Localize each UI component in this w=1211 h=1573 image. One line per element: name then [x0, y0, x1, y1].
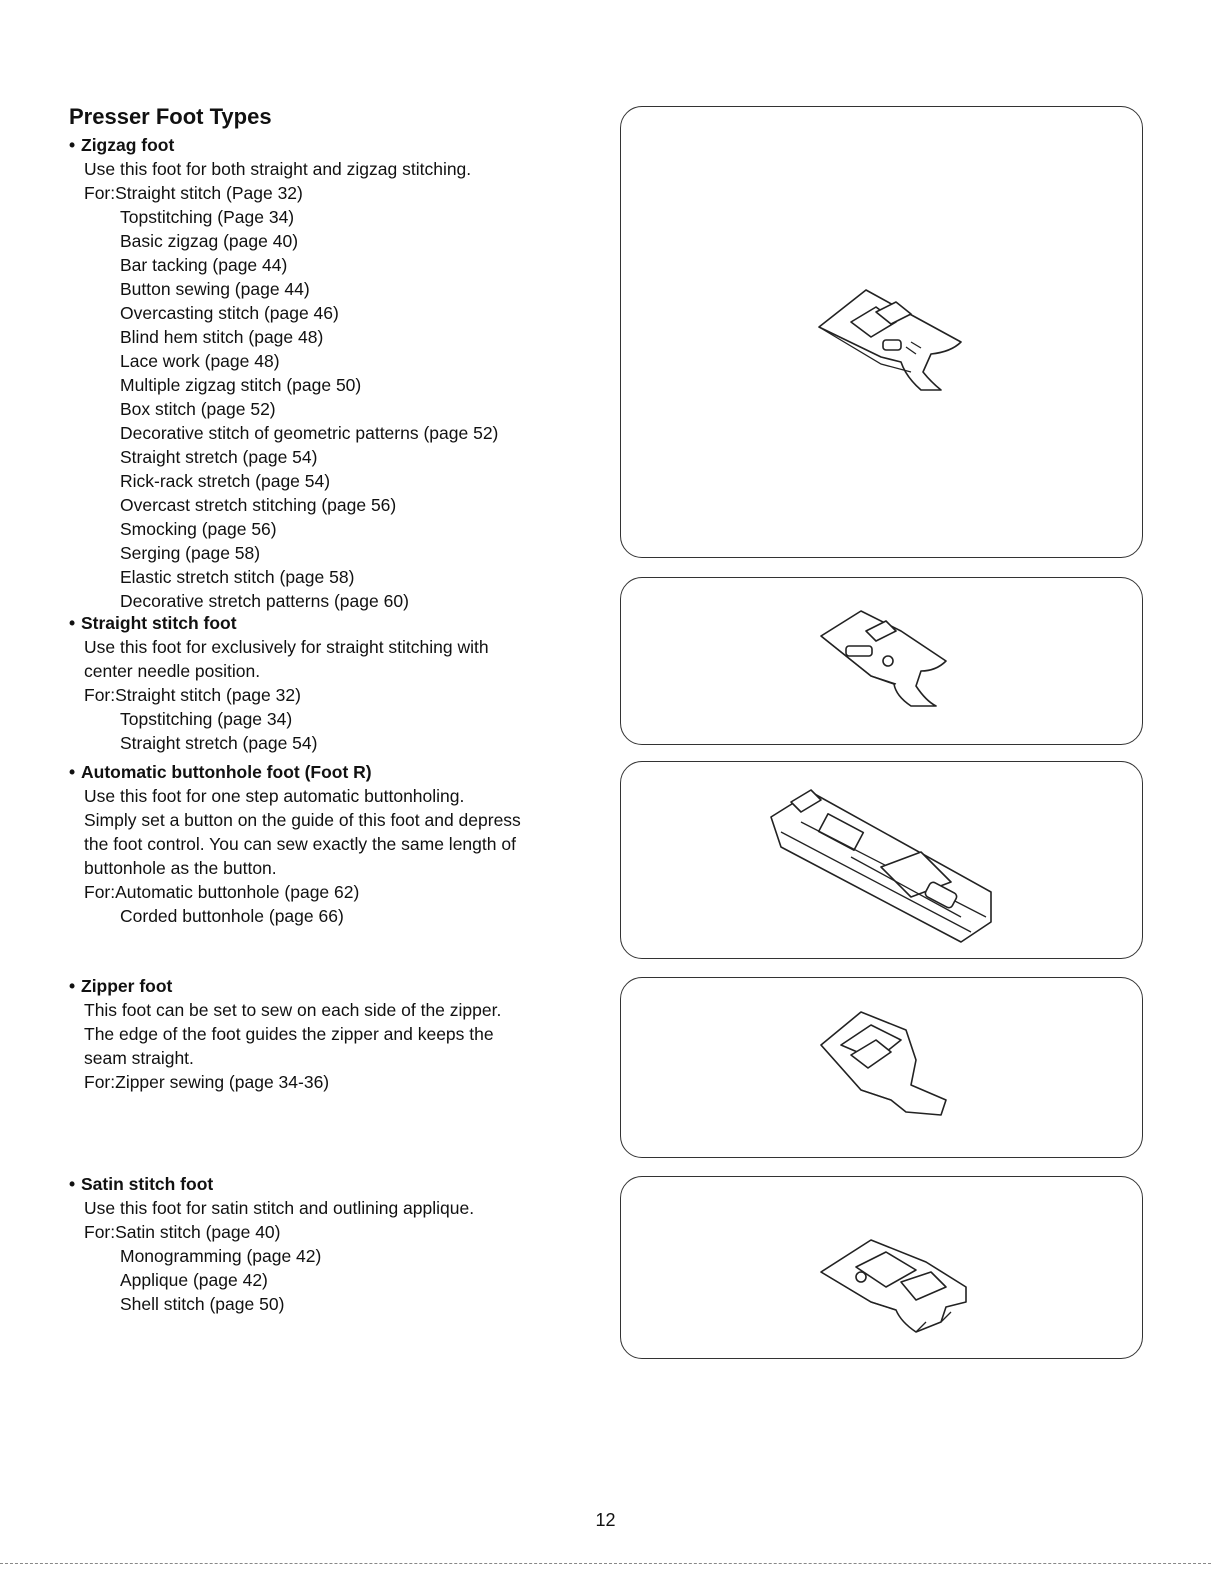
zigzag-foot-frame	[620, 106, 1143, 558]
bullet: •	[69, 1174, 76, 1194]
zigzag-foot-illustration	[811, 282, 981, 402]
section-zipper-foot	[69, 974, 599, 1094]
use-item: Elastic stretch stitch (page 58)	[120, 567, 355, 587]
use-item: Straight stretch (page 54)	[120, 447, 318, 467]
use-item: Bar tacking (page 44)	[120, 255, 288, 275]
use-item: Serging (page 58)	[120, 543, 261, 563]
use-item: Corded buttonhole (page 66)	[120, 906, 344, 926]
for-label: For:	[84, 1072, 116, 1092]
straight-stitch-foot-illustration	[816, 606, 956, 716]
section-satin-stitch-foot	[69, 1172, 599, 1316]
section-heading: Zigzag foot	[81, 135, 175, 155]
section-description: Use this foot for both straight and zigzag stitching.	[84, 159, 472, 179]
satin-stitch-foot-illustration	[816, 1232, 986, 1342]
section-description: Use this foot for satin stitch and outlining applique.	[84, 1198, 475, 1218]
page-title: Presser Foot Types	[69, 104, 272, 129]
use-item: Topstitching (Page 34)	[120, 207, 295, 227]
section-heading: Zipper foot	[81, 976, 173, 996]
section-description: buttonhole as the button.	[84, 858, 277, 878]
page-number: 12	[595, 1510, 616, 1530]
use-item: Shell stitch (page 50)	[120, 1294, 285, 1314]
section-description: seam straight.	[84, 1048, 194, 1068]
zipper-foot-frame	[620, 977, 1143, 1158]
section-zigzag-foot	[69, 133, 599, 613]
section-description: center needle position.	[84, 661, 261, 681]
use-item: Straight stitch (Page 32)	[115, 183, 303, 203]
use-item: Overcasting stitch (page 46)	[120, 303, 339, 323]
use-item: Button sewing (page 44)	[120, 279, 310, 299]
bullet: •	[69, 135, 76, 155]
satin-stitch-foot-frame	[620, 1176, 1143, 1359]
use-item: Rick-rack stretch (page 54)	[120, 471, 331, 491]
use-item: Multiple zigzag stitch (page 50)	[120, 375, 362, 395]
use-item: Overcast stretch stitching (page 56)	[120, 495, 397, 515]
for-label: For:	[84, 1222, 116, 1242]
use-item: Satin stitch (page 40)	[115, 1222, 281, 1242]
section-description: The edge of the foot guides the zipper and keeps the	[84, 1024, 494, 1044]
bullet: •	[69, 976, 76, 996]
for-label: For:	[84, 183, 116, 203]
section-straight-stitch-foot	[69, 611, 599, 755]
straight-stitch-foot-frame	[620, 577, 1143, 745]
zipper-foot-illustration	[816, 1000, 956, 1120]
section-description: the foot control. You can sew exactly the same length of	[84, 834, 516, 854]
use-item: Automatic buttonhole (page 62)	[115, 882, 360, 902]
use-item: Zipper sewing (page 34-36)	[115, 1072, 330, 1092]
use-item: Straight stitch (page 32)	[115, 685, 301, 705]
bullet: •	[69, 613, 76, 633]
use-item: Basic zigzag (page 40)	[120, 231, 299, 251]
section-buttonhole-foot	[69, 760, 599, 928]
for-label: For:	[84, 882, 116, 902]
section-description: This foot can be set to sew on each side of the zipper.	[84, 1000, 502, 1020]
bottom-divider	[0, 1563, 1211, 1564]
use-item: Decorative stitch of geometric patterns (page 52)	[120, 423, 499, 443]
use-item: Applique (page 42)	[120, 1270, 268, 1290]
for-label: For:	[84, 685, 116, 705]
use-item: Monogramming (page 42)	[120, 1246, 322, 1266]
buttonhole-foot-illustration	[761, 772, 1021, 952]
buttonhole-foot-frame	[620, 761, 1143, 959]
use-item: Blind hem stitch (page 48)	[120, 327, 324, 347]
use-item: Topstitching (page 34)	[120, 709, 293, 729]
use-item: Lace work (page 48)	[120, 351, 280, 371]
bullet: •	[69, 762, 76, 782]
use-item: Smocking (page 56)	[120, 519, 277, 539]
section-heading: Straight stitch foot	[81, 613, 237, 633]
section-description: Simply set a button on the guide of this foot and depress	[84, 810, 521, 830]
use-item: Decorative stretch patterns (page 60)	[120, 591, 409, 611]
section-heading: Satin stitch foot	[81, 1174, 214, 1194]
use-item: Box stitch (page 52)	[120, 399, 276, 419]
use-item: Straight stretch (page 54)	[120, 733, 318, 753]
section-description: Use this foot for exclusively for straight stitching with	[84, 637, 489, 657]
section-description: Use this foot for one step automatic buttonholing.	[84, 786, 465, 806]
section-heading: Automatic buttonhole foot (Foot R)	[81, 762, 372, 782]
